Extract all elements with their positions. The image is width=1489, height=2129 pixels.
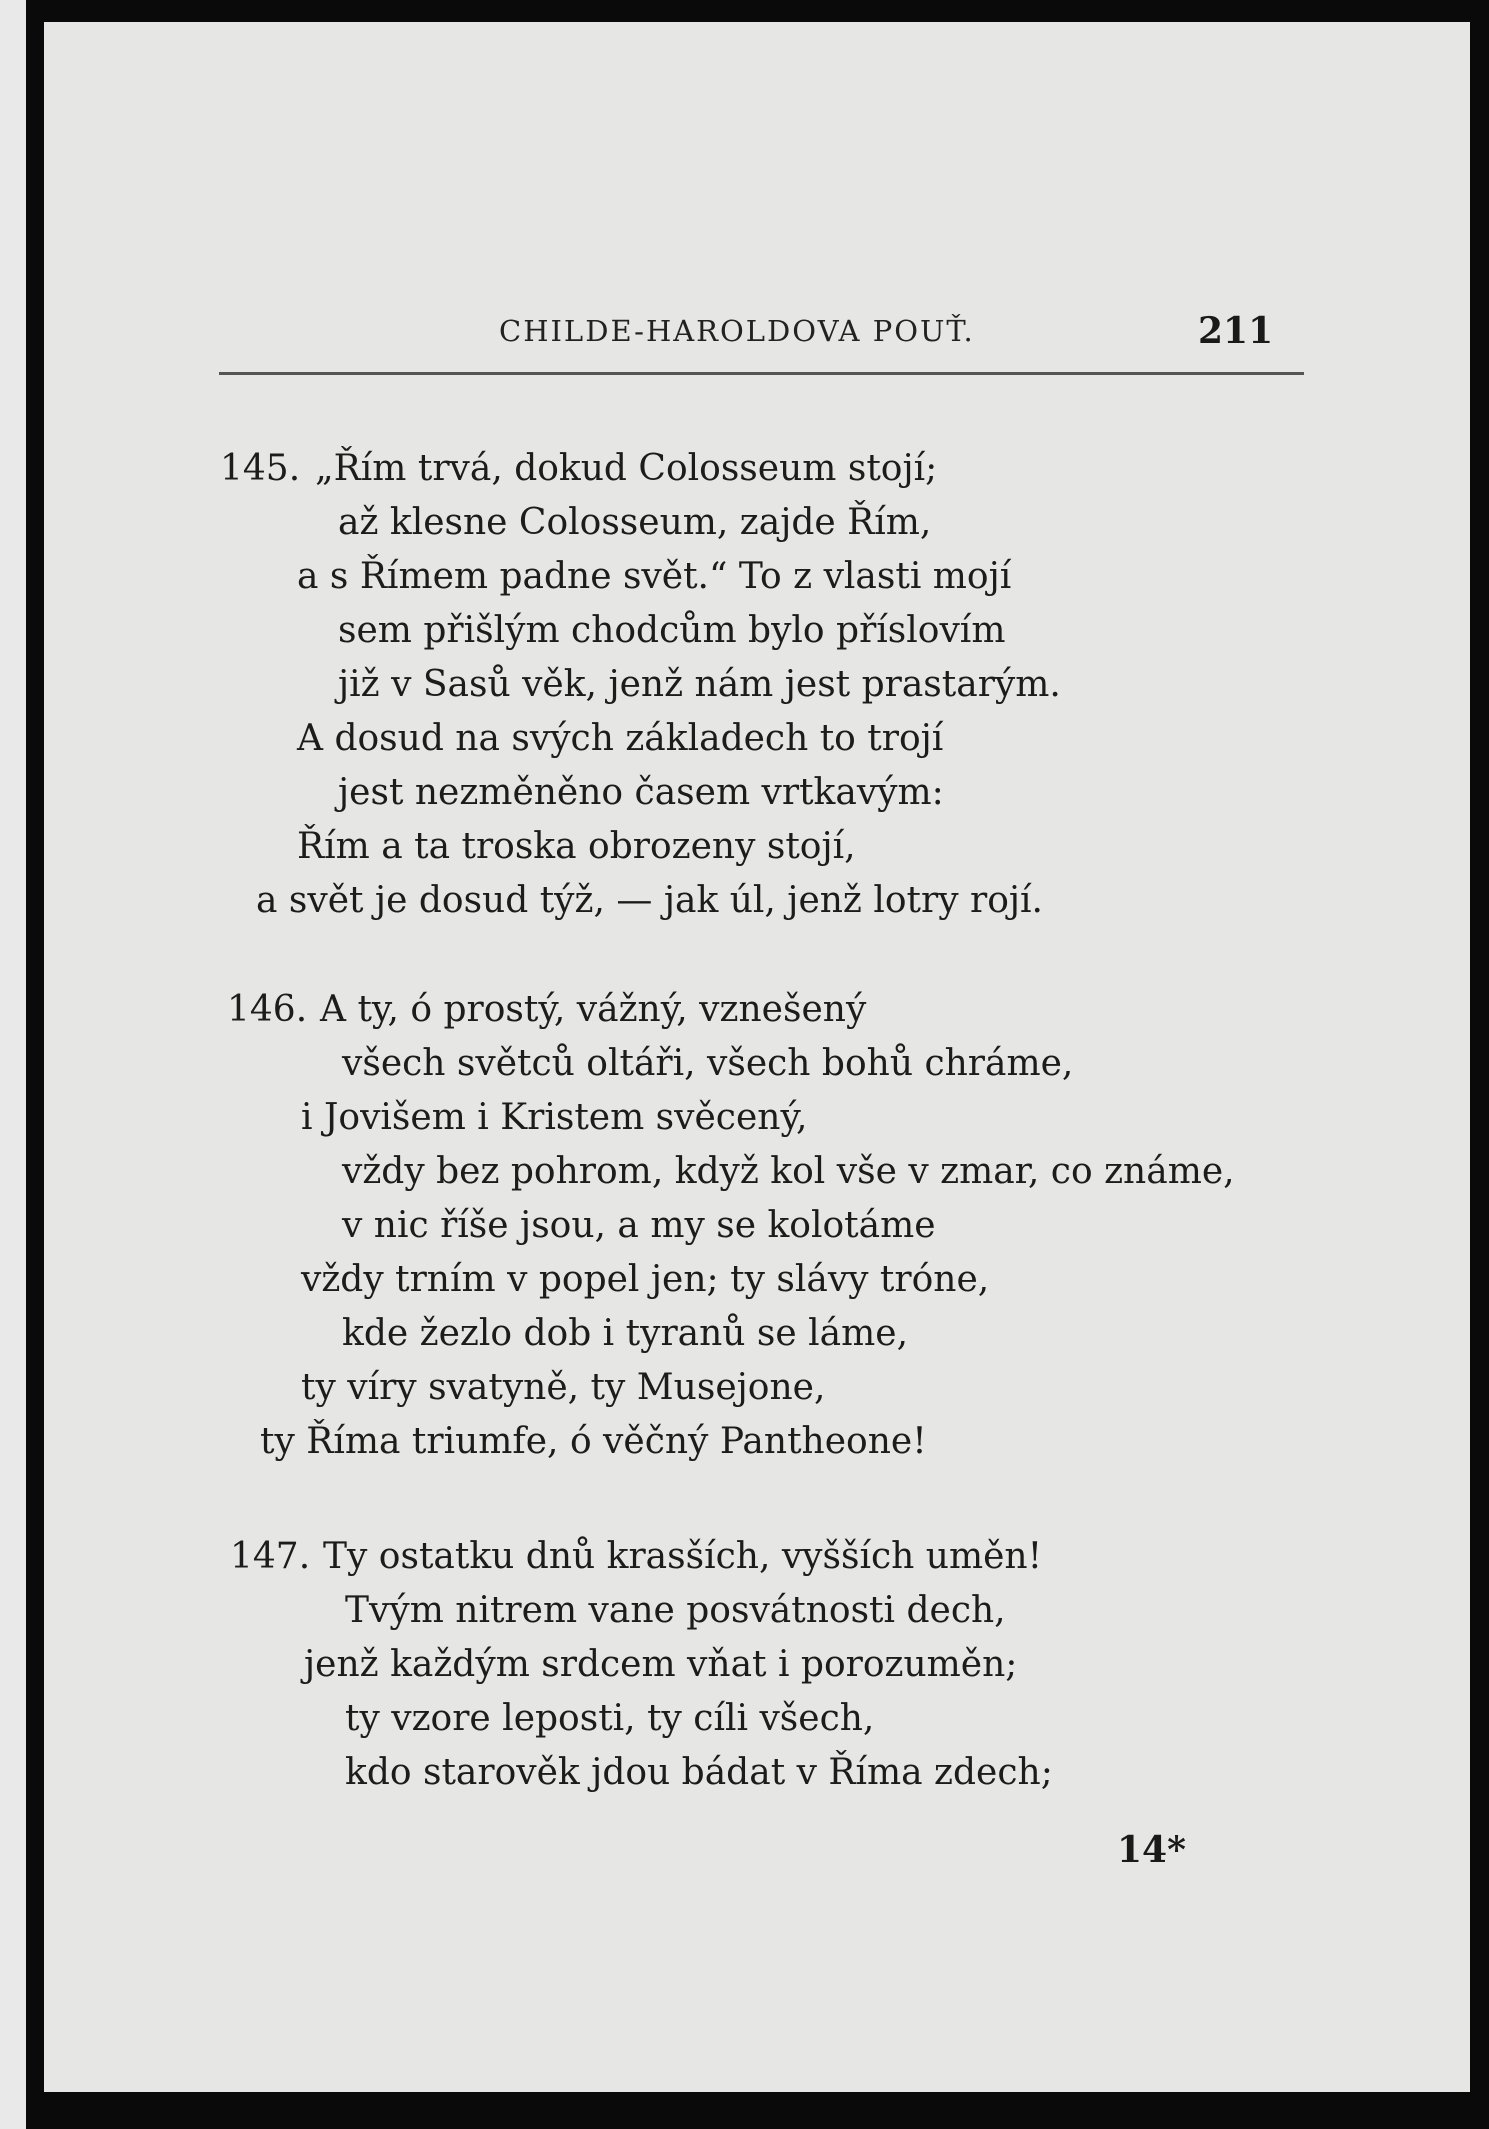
header-rule bbox=[219, 372, 1304, 375]
verse-line: Tvým nitrem vane posvátnosti dech, bbox=[345, 1590, 1006, 1631]
verse-line: A dosud na svých základech to trojí bbox=[297, 718, 944, 759]
running-title: CHILDE-HAROLDOVA POUŤ. bbox=[499, 314, 975, 348]
verse-line: a s Římem padne svět.“ To z vlasti mojí bbox=[297, 556, 1012, 597]
verse-line: jest nezměněno časem vrtkavým: bbox=[338, 772, 944, 813]
verse-line: vždy bez pohrom, když kol vše v zmar, co známe, bbox=[342, 1151, 1235, 1192]
verse-line: jenž každým srdcem vňat i porozuměn; bbox=[304, 1644, 1018, 1685]
verse-line: sem přišlým chodcům bylo příslovím bbox=[338, 610, 1006, 651]
verse-line: Řím a ta troska obrozeny stojí, bbox=[297, 826, 856, 867]
verse-line: ty vzore leposti, ty cíli všech, bbox=[345, 1698, 875, 1739]
verse-line: A ty, ó prostý, vážný, vznešený bbox=[320, 989, 867, 1030]
verse-line: všech světců oltáři, všech bohů chráme, bbox=[342, 1043, 1074, 1084]
page-number: 211 bbox=[1198, 310, 1274, 352]
verse-line: Ty ostatku dnů krasších, vyšších uměn! bbox=[323, 1536, 1043, 1577]
verse-line: v nic říše jsou, a my se kolotáme bbox=[342, 1205, 936, 1246]
stanza-number: 145. bbox=[220, 448, 301, 489]
book-page bbox=[44, 22, 1470, 2092]
verse-line: již v Sasů věk, jenž nám jest prastarým. bbox=[338, 664, 1061, 705]
verse-line: i Jovišem i Kristem svěcený, bbox=[301, 1097, 808, 1138]
stanza-number: 147. bbox=[230, 1536, 311, 1577]
stanza-number: 146. bbox=[227, 989, 308, 1030]
verse-line: kdo starověk jdou bádat v Říma zdech; bbox=[345, 1752, 1053, 1793]
signature-mark: 14* bbox=[1117, 1829, 1186, 1871]
verse-line: vždy trním v popel jen; ty slávy tróne, bbox=[301, 1259, 990, 1300]
left-page-edge bbox=[0, 0, 26, 2129]
verse-line: až klesne Colosseum, zajde Řím, bbox=[338, 502, 932, 543]
verse-line: kde žezlo dob i tyranů se láme, bbox=[342, 1313, 909, 1354]
verse-line: „Řím trvá, dokud Colosseum stojí; bbox=[315, 448, 938, 489]
verse-line: a svět je dosud týž, — jak úl, jenž lotry rojí. bbox=[256, 880, 1043, 921]
verse-line: ty víry svatyně, ty Musejone, bbox=[301, 1367, 826, 1408]
verse-line: ty Říma triumfe, ó věčný Pantheone! bbox=[260, 1421, 927, 1462]
